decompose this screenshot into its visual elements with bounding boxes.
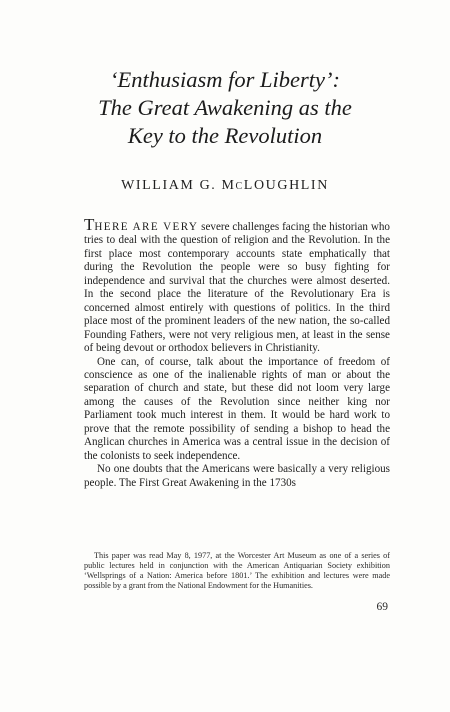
- article-title: [20, 66, 430, 150]
- body-paragraph-3: No one doubts that the Americans were basically a very religious people. The First Great Awakening in the 1730s: [84, 463, 390, 489]
- footnote: This paper was read May 8, 1977, at the Worcester Art Museum as one of a series of public lectures held in conjunction with the American Antiquarian Society exhibition ‘Wellsprings of a Nation: America before 1801.’ The exhibition and lectures were made possible by a grant from the National Endowment for the Humanities.: [84, 551, 390, 590]
- paragraph-initial: T: [84, 215, 95, 234]
- title-line-3: Key to the Revolution: [127, 123, 323, 148]
- body-paragraph-1: [84, 215, 390, 356]
- paragraph-1-text: severe challenges facing the historian who tries to deal with the question of religion and the Revolution. In the first place most contemporary accounts state emphatically that during the Revolution the people were so busy fighting for independence and survival that the churches were almost deserted. In the second place the literature of the Revolutionary Era is concerned almost entirely with questions of politics. In the third place most of the prominent leaders of the new nation, the so-called Founding Fathers, were not very religious men, at least in the sense of being devout or orthodox believers in Christianity.: [84, 221, 390, 355]
- title-line-2: The Great Awakening as the: [98, 95, 352, 120]
- title-line-1: ‘Enthusiasm for Liberty’:: [110, 67, 340, 92]
- article-author: WILLIAM G. McLOUGHLIN: [121, 178, 329, 193]
- article-body: [84, 215, 390, 490]
- paragraph-lead-caps: HERE ARE VERY: [94, 221, 199, 233]
- body-paragraph-2: One can, of course, talk about the importance of freedom of conscience as one of the inalienable rights of man or about the separation of church and state, but these did not loom very large among the causes of the Revolution since neither king nor Parliament took much interest in them. It would be hard work to prove that the remote possibility of sending a bishop to head the Anglican churches in America was a central issue in the decision of the colonists to seek independence.: [84, 355, 390, 462]
- page-number: 69: [376, 601, 388, 613]
